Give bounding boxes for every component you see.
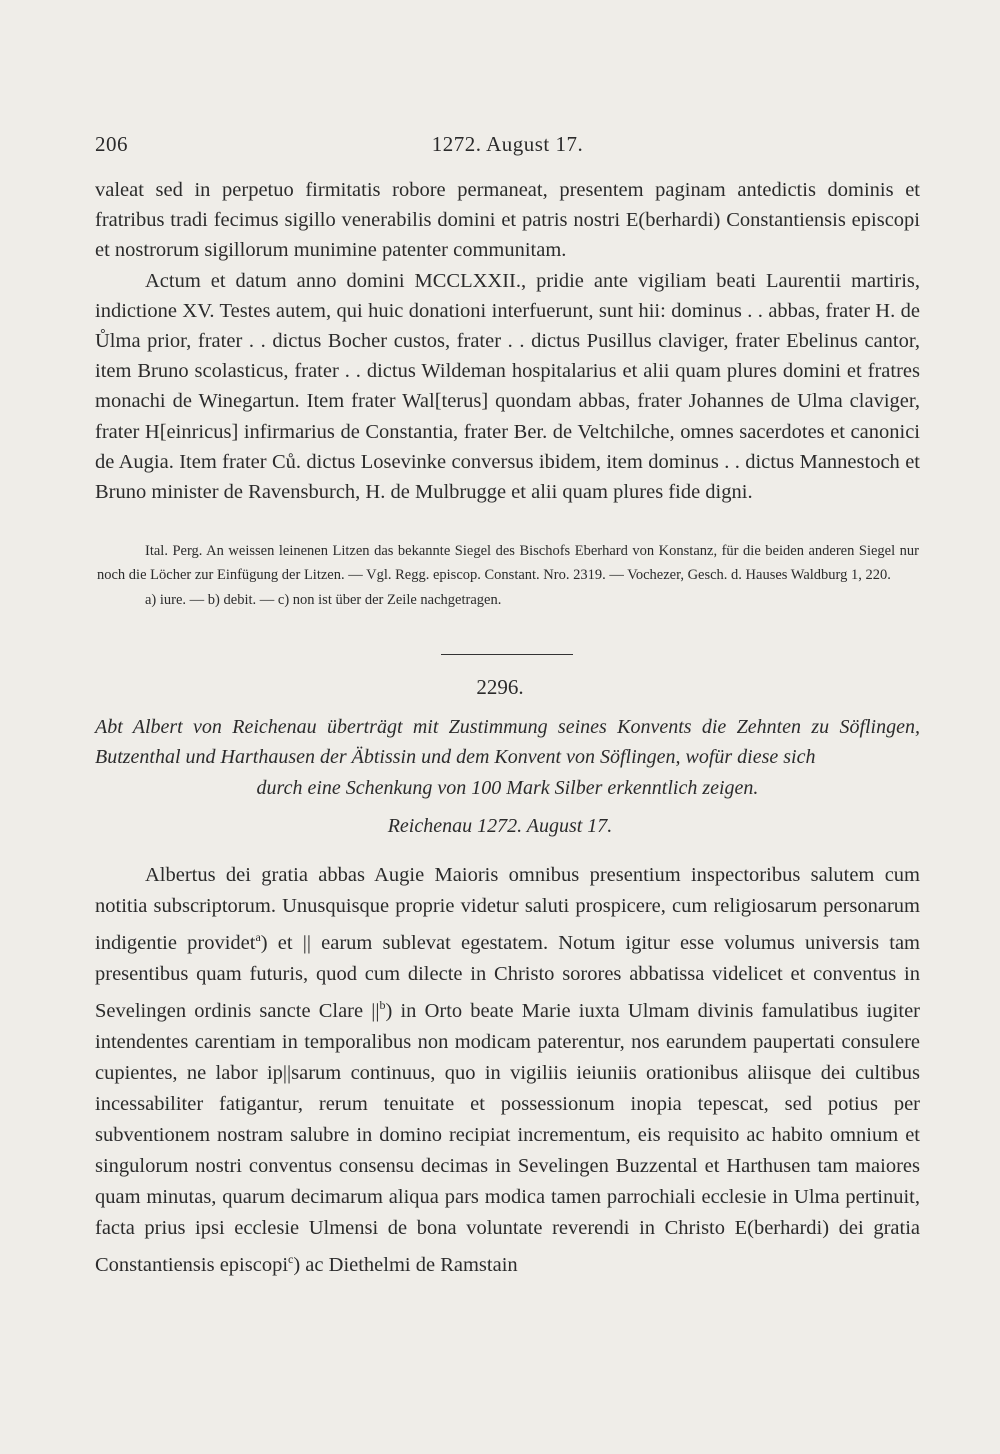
footnote-marker: c — [288, 1251, 294, 1266]
text-segment: ) ac Diethelmi de Ramstain — [293, 1253, 518, 1276]
place-and-date: Reichenau 1272. August 17. — [387, 815, 613, 837]
page-number: 206 — [95, 132, 128, 156]
summary-line: durch eine Schenkung von 100 Mark Silber erkenntlich zeigen. — [256, 776, 759, 799]
paragraph-actum: Actum et datum anno domini MCCLXXII., pridie ante vigiliam beati Laurentii martiris, indictione XV. Testes autem, qui huic donationi interfuerunt, sunt hii: dominus . . abbas, frater H. de Ůlma prior, frater . . dictus Bocher custos, frater . . dictus Pusillus claviger, frater Ebelinus cantor, item Bruno scolasticus, frater . . dictus Wildeman hospitalarius et alii quam plures domini et fratres monachi de Winegartun. Item frater Wal[terus] quondam abbas, frater Johannes de Ulma claviger, frater H[einricus] infirmarius de Constantia, frater Ber. de Veltchilche, omnes sacerdotes et canonici de Augia. Item frater Ců. dictus Losevinke conversus ibidem, item dominus . . dictus Mannestoch et Bruno minister de Ravensburch, H. de Mulbrugge et alii quam plures fide digni. — [95, 269, 920, 504]
variant-note: a) iure. — b) debit. — c) non ist über der Zeile nachgetragen. — [145, 591, 502, 608]
source-note: Ital. Perg. An weissen leinenen Litzen das bekannte Siegel des Bischofs Eberhard von Konstanz, für die beiden anderen Siegel nur noch die Löcher zur Einfügung der Litzen. — Vgl. Regg. episcop. Constant. Nro. 2319. — Vochezer, Gesch. d. Hauses Waldburg 1, 220. — [97, 543, 919, 584]
header-date: 1272. August 17. — [431, 132, 584, 156]
regest-summary — [95, 712, 920, 803]
section-divider — [441, 654, 573, 655]
footnote-marker: a — [255, 930, 261, 944]
footnotes — [97, 539, 919, 612]
text-segment: ) in Orto beate Marie iuxta Ulmam divinis famulatibus iugiter intendentes carentiam in temporalibus non modicam paterentur, nos earundem paupertati consulere cupientes, ne labor ip||sarum continuus, quo in vigiliis ieiuniis orationibus aliisque dei cultibus incessabiliter fatigantur, rerum tenuitate et possessionum inopia tepescat, sed potius per subventionem nostram salubre in domino recipiat incrementum, eis requisito ac habito omnium et singulorum nostri conventus consensu decimas in Sevelingen Buzzental et Harthusen tam maiores quam minutas, quarum decimarum aliqua pars modica tamen parrochiali ecclesie in Ulma pertinuit, facta prius ipsi ecclesie Ulmensi de bona voluntate reverendi in Christo E(berhardi) dei gratia Constantiensis episcopi — [95, 999, 920, 1276]
charter-text — [95, 860, 920, 1280]
text-segment: Albertus dei gratia abbas Augie Maioris omnibus presentium inspectoribus salutem cum notitia subscriptorum. Unusquisque proprie videtur saluti prospicere, cum religiosarum personarum indigentie providet — [95, 864, 920, 954]
footnote-marker: b — [379, 997, 386, 1012]
paragraph — [95, 860, 920, 1280]
document-number: 2296. — [476, 675, 524, 699]
summary-line: Abt Albert von Reichenau überträgt mit Zustimmung seines Konvents die Zehnten zu Söflingen, Butzenthal und Harthausen der Äbtissin und dem Konvent von Söflingen, wofür diese sich — [95, 716, 920, 769]
previous-charter-text — [95, 175, 920, 507]
text-segment: ) et || earum sublevat egestatem. Notum igitur esse volumus universis tam presentibus quam futuris, quod cum dilecte in Christo sorores abbatissa videlicet et conventus in Sevelingen ordinis sancte Clare || — [95, 931, 920, 1022]
paragraph: valeat sed in perpetuo firmitatis robore permaneat, presentem paginam antedictis dominis et fratribus tradi fecimus sigillo venerabilis domini et patris nostri E(berhardi) Constantiensis episcopi et nostrorum sigillorum munimine patenter communitam. — [95, 179, 920, 262]
